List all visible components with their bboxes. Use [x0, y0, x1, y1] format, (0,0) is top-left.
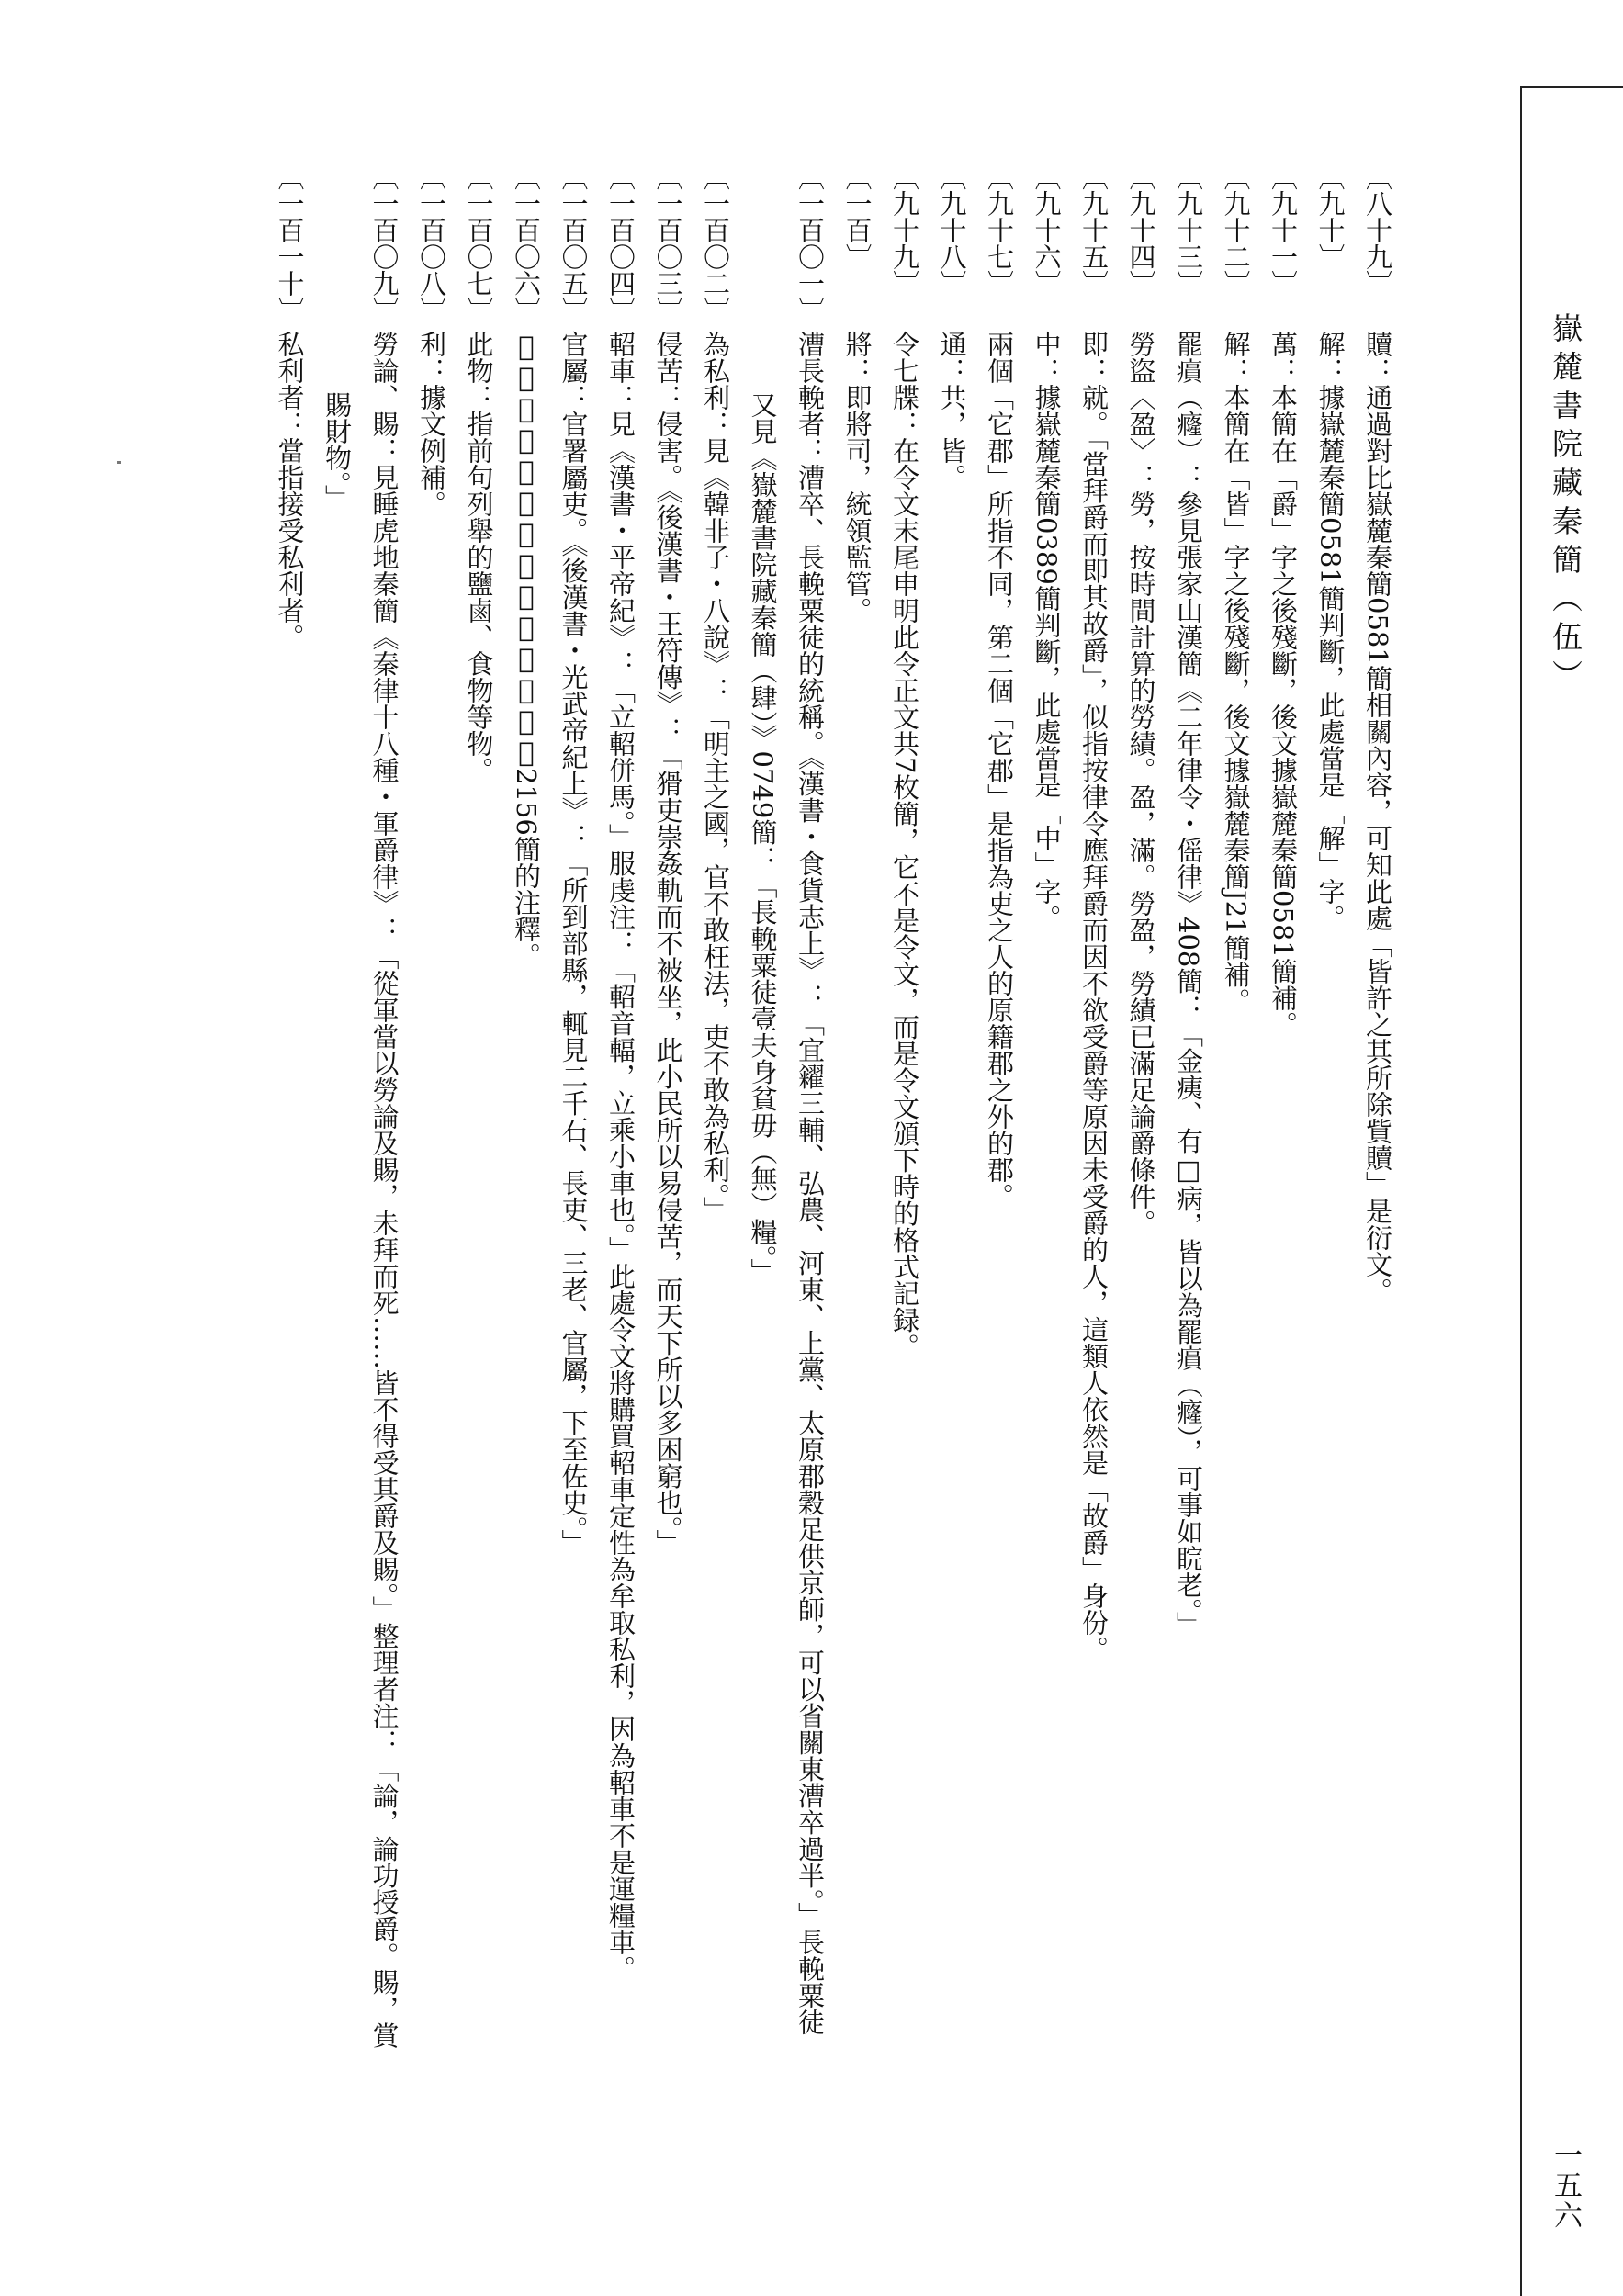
note-text: 此物：指前句列舉的鹽鹵、食物等物。	[463, 331, 495, 783]
note-number: 〔一百〕	[841, 163, 873, 270]
note-entry	[408, 163, 456, 2230]
note-entry	[1022, 163, 1070, 2230]
note-text: 私利者：當指接受私利者。	[274, 331, 306, 650]
note-number: 〔九十四〕	[1125, 163, 1157, 297]
note-entry	[502, 163, 550, 2230]
note-continuation	[738, 163, 786, 2230]
note-number: 〔一百〇七〕	[463, 163, 495, 323]
note-text: 官屬：官署屬吏。《後漢書・光武帝紀上》：「所到部縣，輒見二千石、長吏、三老、官屬，下至佐史。」	[558, 331, 590, 1556]
note-text: 將：即將司，統領監管。	[841, 331, 873, 624]
note-entry	[975, 163, 1023, 2230]
note-entry	[1259, 163, 1307, 2230]
note-text: 兩個「它郡」所指不同，第二個「它郡」是指為吏之人的原籍郡之外的郡。	[984, 331, 1015, 1210]
note-number: 〔一百〇八〕	[416, 163, 447, 323]
note-text: 通：共，皆。	[936, 331, 968, 490]
note-entry	[360, 163, 408, 2230]
note-number: 〔八十九〕	[1362, 163, 1393, 297]
note-number: 〔一百〇二〕	[700, 163, 731, 323]
page-number: 一五六	[1549, 2140, 1582, 2231]
header-rule-horizontal	[1520, 86, 1623, 88]
note-entry	[265, 163, 313, 2230]
annotation-notes	[265, 163, 1401, 2230]
note-number: 〔一百〇五〕	[558, 163, 590, 323]
header-rule-vertical	[1520, 86, 1522, 2296]
note-text: 又見《嶽麓書院藏秦簡（肆）》0749簡：「長輓粟徒壹夫身貧毋（無）糧。」	[747, 391, 779, 1285]
note-text: 贖：通過對比嶽麓秦簡0581簡相關內容，可知此處「皆許之其所除貲贖」是衍文。	[1362, 331, 1393, 1304]
note-number: 〔九十二〕	[1220, 163, 1252, 297]
note-entry	[833, 163, 881, 2230]
note-text: 罷𤸫（癃）：參見張家山漢簡《二年律令・傜律》408簡：「金痍、有□病，皆以為罷𤸫（癃），可事如睆老。」	[1173, 331, 1204, 1638]
note-entry	[928, 163, 975, 2230]
note-text: 侵苦：侵害。《後漢書・王符傳》：「猾吏崇姦軌而不被坐，此小民所以易侵苦，而天下所以多困窮也。」	[652, 331, 684, 1556]
note-entry	[881, 163, 929, 2230]
note-text: 利：據文例補。	[416, 331, 447, 517]
note-text: 勞論、賜：見睡虎地秦簡《秦律十八種・軍爵律》：「從軍當以勞論及賜，未拜而死……皆不得受其爵及賜。」整理者注：「論，論功授爵。賜，賞	[368, 331, 400, 2049]
note-text: 勞盜〈盈〉：勞，按時間計算的勞績。盈，滿。勞盈，勞績已滿足論爵條件。	[1125, 331, 1157, 1236]
note-number: 〔九十八〕	[936, 163, 968, 297]
note-entry	[1306, 163, 1354, 2230]
note-number: 〔九十六〕	[1031, 163, 1063, 297]
note-text: 令七牒：在令文末尾申明此令正文共7枚簡，它不是令文，而是令文頒下時的格式記録。	[889, 331, 920, 1360]
note-number: 〔九十〕	[1314, 163, 1347, 270]
note-text: 為私利：見《韓非子・八說》：「明主之國，官不敢枉法，吏不敢為私利。」	[700, 331, 731, 1223]
note-entry	[786, 163, 834, 2230]
note-text: 解：本簡在「皆」字之後殘斷，後文據嶽麓秦簡J21簡補。	[1220, 331, 1252, 1015]
note-text: 漕長輓者：漕卒、長輓粟徒的統稱。《漢書・食貨志上》：「宜糴三輔、弘農、河東、上黨、太原郡穀足供京師，可以省關東漕卒過半。」長輓粟徒	[795, 331, 826, 2035]
note-continuation	[313, 163, 361, 2230]
note-number: 〔一百〇九〕	[368, 163, 400, 323]
running-head-title: 嶽麓書院藏秦簡（伍）	[1548, 312, 1584, 698]
note-number: 〔一百一十〕	[274, 163, 306, 323]
note-entry	[455, 163, 502, 2230]
note-entry	[1117, 163, 1165, 2230]
note-text: 中：據嶽麓秦簡0389簡判斷，此處當是「中」字。	[1031, 331, 1063, 931]
note-text: 萬：本簡在「爵」字之後殘斷，後文據嶽麓秦簡0581簡補。	[1268, 331, 1299, 1038]
note-number: 〔九十五〕	[1078, 163, 1110, 297]
note-entry	[692, 163, 739, 2230]
note-text: 軺車：見《漢書・平帝紀》：「立軺併馬。」服虔注：「軺音輻，立乘小車也。」此處令文將購買軺車定性為牟取私利，因為軺車不是運糧車。	[605, 331, 637, 1982]
note-number: 〔一百〇一〕	[795, 163, 826, 323]
note-entry	[644, 163, 692, 2230]
note-number: 〔九十七〕	[984, 163, 1015, 297]
note-number: 〔一百〇六〕	[511, 163, 542, 323]
note-number: 〔九十九〕	[889, 163, 920, 297]
note-entry	[597, 163, 645, 2230]
note-text: 賜財物。」	[321, 391, 353, 512]
note-number: 〔九十三〕	[1173, 163, 1204, 297]
note-text: 𪉑（鹵）：鹽鹵。參見嶽麓秦簡2156簡的注釋。	[511, 331, 542, 969]
note-entry	[1165, 163, 1212, 2230]
note-entry	[549, 163, 597, 2230]
note-entry	[1354, 163, 1402, 2230]
note-number: 〔九十一〕	[1268, 163, 1299, 297]
note-entry	[1212, 163, 1259, 2230]
note-number: 〔一百〇四〕	[605, 163, 637, 323]
stray-ink-mark	[117, 461, 121, 464]
note-text: 解：據嶽麓秦簡0581簡判斷，此處當是「解」字。	[1314, 331, 1347, 931]
note-entry	[1070, 163, 1118, 2230]
note-number: 〔一百〇三〕	[652, 163, 684, 323]
note-text: 即：就。「當拜爵而即其故爵」，似指按律令應拜爵而因不欲受爵等原因未受爵的人，這類人依然是「故爵」身份。	[1078, 331, 1110, 1662]
